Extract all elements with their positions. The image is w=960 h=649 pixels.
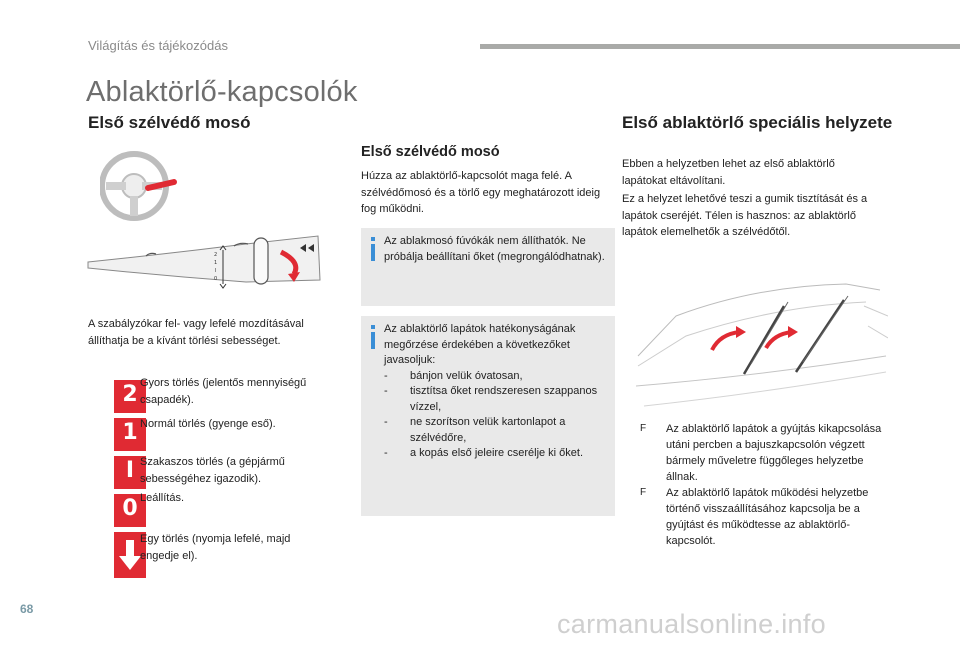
note-blade-care bbox=[361, 316, 615, 516]
list-item: - bánjon velük óvatosan, bbox=[384, 369, 523, 382]
speed-intermittent-badge: I bbox=[114, 456, 146, 489]
speed-1-badge: 1 bbox=[114, 418, 146, 451]
wiper-stalk-illustration bbox=[86, 232, 326, 302]
speed-1-text: Normál törlés (gyenge eső). bbox=[140, 418, 276, 430]
steering-wheel-illustration bbox=[100, 150, 180, 222]
note-nozzles-text: Az ablakmosó fúvókák nem állíthatók. Ne próbálja beállítani őket (megrongálódhatnak). bbox=[384, 235, 605, 263]
speed-2-badge: 2 bbox=[114, 380, 146, 413]
stalk-marking-2: 2 bbox=[214, 252, 218, 258]
list-item: F Az ablaktörlő lapátok működési helyzetbe történő visszaállításához kapcsolja be a gyújtást és működtesse az ablaktörlő-kapcsolót. bbox=[640, 487, 869, 547]
note-nozzles bbox=[361, 228, 615, 306]
list-item: F Az ablaktörlő lapátok a gyújtás kikapcsolása utáni percben a bajuszkapcsolón végzett bármely műveletre függőleges helyzetbe állnak. bbox=[640, 423, 882, 483]
info-icon bbox=[368, 325, 378, 349]
stalk-marking-0: 0 bbox=[214, 276, 218, 282]
speed-0-badge: 0 bbox=[114, 494, 146, 527]
right-para-2: Ez a helyzet lehetővé teszi a gumik tisztítását és a lapátok cseréjét. Télen is hasznos: az ablaktörlő lapátok elemelhetők a szélvédőtől. bbox=[622, 193, 868, 238]
note-blade-care-content bbox=[384, 322, 605, 462]
middle-body: Húzza az ablaktörlő-kapcsolót maga felé. A szélvédőmosó és a törlő egy meghatározott ideig fog működni. bbox=[361, 170, 601, 215]
speed-0-text: Leállítás. bbox=[140, 492, 185, 504]
blade-care-list bbox=[384, 369, 605, 462]
info-icon bbox=[368, 237, 378, 261]
right-bullet-list bbox=[640, 421, 890, 549]
section-label: Világítás és tájékozódás bbox=[88, 38, 228, 53]
left-intro: A szabályzókar fel- vagy lefelé mozdításával állíthatja be a kívánt törlési sebességet. bbox=[88, 318, 304, 347]
right-para-1: Ebben a helyzetben lehet az első ablaktörlő lapátokat eltávolítani. bbox=[622, 158, 835, 187]
middle-heading: Első szélvédő mosó bbox=[361, 144, 500, 160]
stalk-marking-1: 1 bbox=[214, 260, 218, 266]
page-number: 68 bbox=[20, 602, 34, 616]
list-item: - a kopás első jeleire cserélje ki őket. bbox=[384, 447, 584, 459]
speed-intermittent-text: Szakaszos törlés (a gépjármű sebességéhez igazodik). bbox=[140, 456, 285, 485]
page-title: Ablaktörlő-kapcsolók bbox=[86, 76, 358, 108]
note-blade-care-intro: Az ablaktörlő lapátok hatékonyságának megőrzése érdekében a következőket javasoljuk: bbox=[384, 323, 576, 366]
watermark: carmanualsonline.info bbox=[557, 609, 826, 639]
header-bar bbox=[480, 44, 960, 49]
right-heading: Első ablaktörlő speciális helyzete bbox=[622, 113, 893, 132]
speed-2-text: Gyors törlés (jelentős mennyiségű csapadék). bbox=[140, 377, 307, 406]
windscreen-wipers-illustration bbox=[636, 276, 888, 418]
stalk-marking-i: I bbox=[215, 268, 217, 274]
list-item: - tisztítsa őket rendszeresen szappanos vízzel, bbox=[384, 385, 598, 413]
list-item: - ne szorítson velük kartonlapot a szélvédőre, bbox=[384, 416, 566, 444]
left-heading: Első szélvédő mosó bbox=[88, 113, 251, 132]
single-wipe-text: Egy törlés (nyomja lefelé, majd engedje el). bbox=[140, 533, 291, 562]
